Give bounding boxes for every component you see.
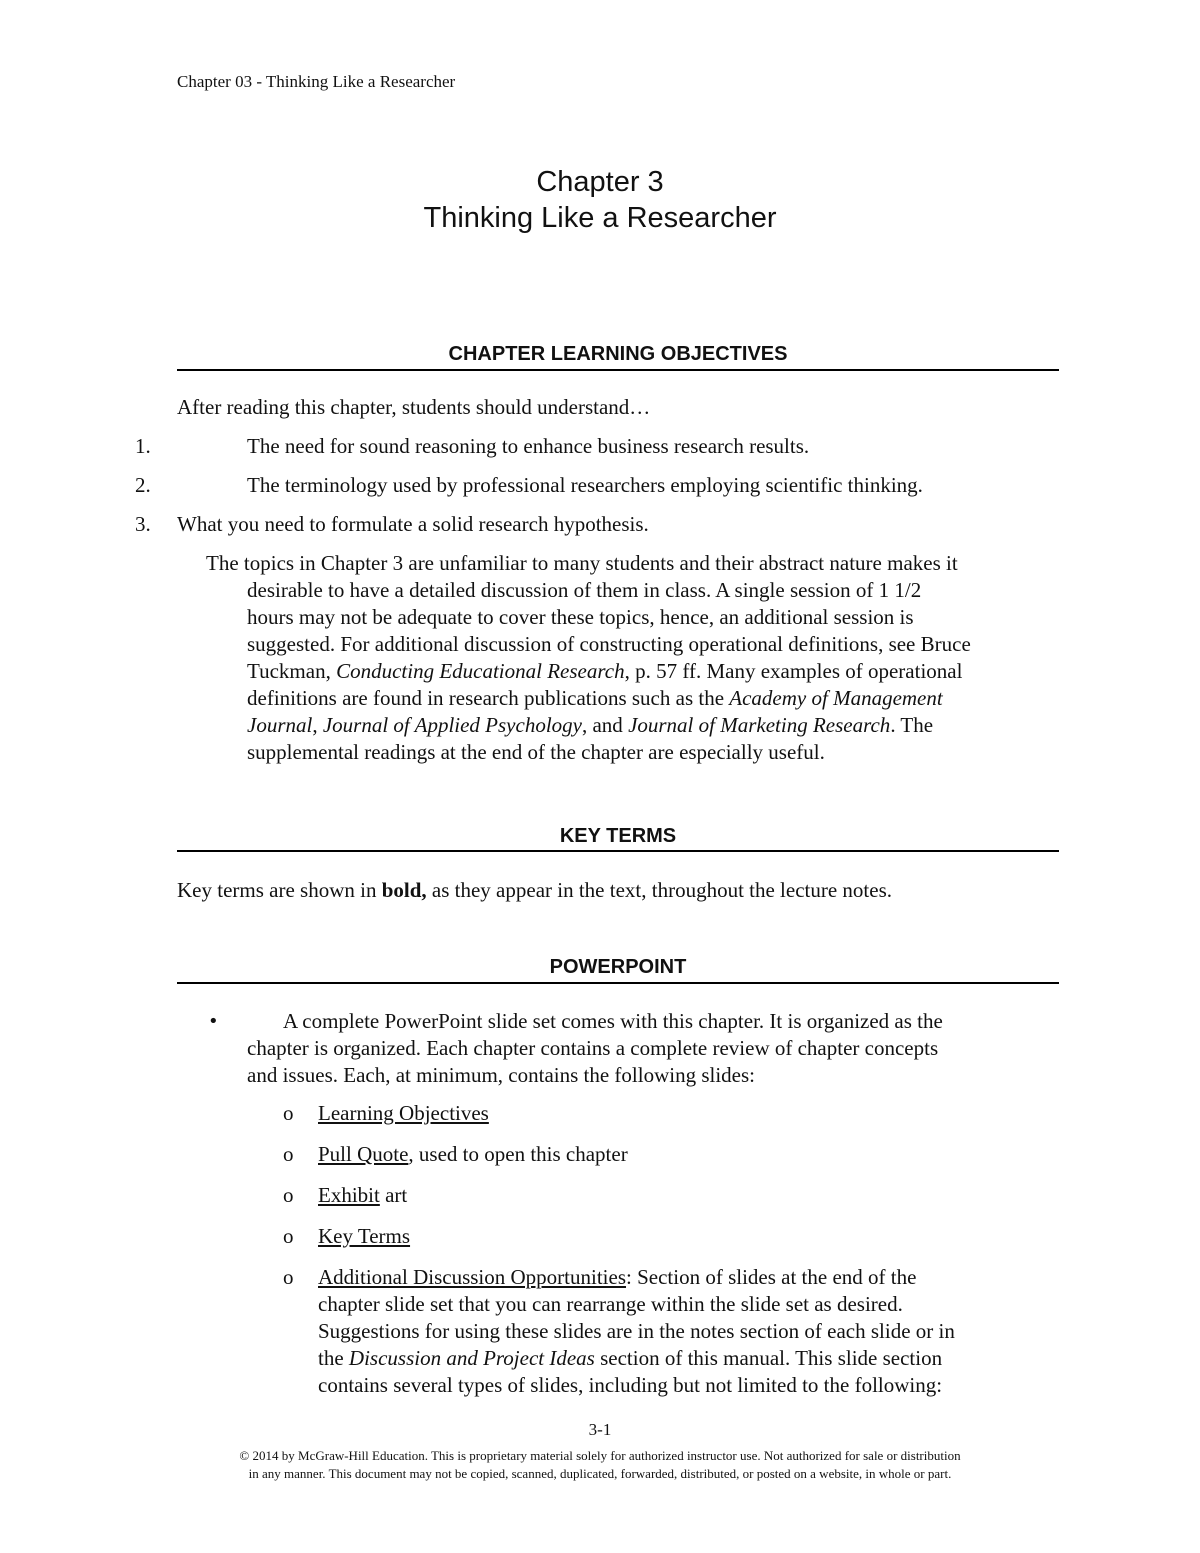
slide-label: Additional Discussion Opportunities xyxy=(318,1265,626,1289)
book-title: Conducting Educational Research xyxy=(336,659,625,683)
sub-bullet-icon: o xyxy=(283,1265,294,1289)
powerpoint-para-line: A complete PowerPoint slide set comes with this chapter. It is organized as the xyxy=(283,1009,943,1033)
objective-number: 3. xyxy=(135,512,151,536)
slide-label: Exhibit xyxy=(318,1183,380,1207)
slide-item-cont: contains several types of slides, including but not limited to the following: xyxy=(318,1373,943,1397)
page-number: 3-1 xyxy=(588,1420,612,1439)
copyright-line: © 2014 by McGraw-Hill Education. This is proprietary material solely for authorized instructor use. Not authorized for sale or distribution xyxy=(239,1448,961,1463)
sub-bullet-icon: o xyxy=(283,1183,294,1207)
slide-item: Exhibit art xyxy=(318,1183,408,1207)
slide-label: Pull Quote xyxy=(318,1142,409,1166)
sub-bullet-icon: o xyxy=(283,1224,294,1248)
note-line: suggested. For additional discussion of constructing operational definitions, see Bruce xyxy=(247,632,971,656)
note-line: desirable to have a detailed discussion of them in class. A single session of 1 1/2 xyxy=(247,578,922,602)
objectives-intro: After reading this chapter, students should understand… xyxy=(177,395,651,419)
powerpoint-rule xyxy=(177,982,1059,984)
slide-label: Learning Objectives xyxy=(318,1101,489,1125)
sub-bullet-icon: o xyxy=(283,1142,294,1166)
chapter-title: Thinking Like a Researcher xyxy=(423,202,777,234)
note-line: Tuckman, Conducting Educational Research, p. 57 ff. Many examples of operational xyxy=(247,659,963,683)
note-line: The topics in Chapter 3 are unfamiliar to many students and their abstract nature makes it xyxy=(206,551,958,575)
slide-item-cont: the Discussion and Project Ideas section of this manual. This slide section xyxy=(318,1346,943,1370)
key-terms-heading: KEY TERMS xyxy=(559,825,677,847)
slide-item xyxy=(318,1100,489,1127)
manual-section-title: Discussion and Project Ideas xyxy=(348,1346,595,1370)
copyright-line: in any manner. This document may not be copied, scanned, duplicated, forwarded, distributed, or posted on a website, in whole or part. xyxy=(248,1466,952,1481)
key-terms-text: Key terms are shown in bold, as they appear in the text, throughout the lecture notes. xyxy=(177,878,893,902)
slide-item xyxy=(318,1223,410,1250)
slide-item-cont: chapter slide set that you can rearrange within the slide set as desired. xyxy=(318,1292,903,1316)
note-line: hours may not be adequate to cover these topics, hence, an additional session is xyxy=(247,605,914,629)
journal-title: Academy of Management xyxy=(729,686,943,710)
objective-number: 1. xyxy=(135,434,151,458)
chapter-number-title: Chapter 3 xyxy=(536,166,664,198)
key-terms-rule xyxy=(177,850,1059,852)
powerpoint-para-line: and issues. Each, at minimum, contains the following slides: xyxy=(247,1063,756,1087)
note-line: Journal, Journal of Applied Psychology, and Journal of Marketing Research. The xyxy=(247,713,934,737)
objectives-rule xyxy=(177,369,1059,371)
slide-item-cont: Suggestions for using these slides are in the notes section of each slide or in xyxy=(318,1319,955,1343)
journal-title: Journal xyxy=(247,713,313,737)
objectives-heading: CHAPTER LEARNING OBJECTIVES xyxy=(448,343,788,365)
note-line: definitions are found in research publications such as the Academy of Management xyxy=(247,686,943,710)
objective-text: What you need to formulate a solid research hypothesis. xyxy=(177,512,649,536)
slide-item: Pull Quote, used to open this chapter xyxy=(318,1142,628,1166)
journal-title: Journal of Applied Psychology xyxy=(322,713,582,737)
objective-text: The need for sound reasoning to enhance business research results. xyxy=(247,434,810,458)
objective-number: 2. xyxy=(135,473,151,497)
slide-label: Key Terms xyxy=(318,1224,411,1248)
objective-text: The terminology used by professional researchers employing scientific thinking. xyxy=(247,473,923,497)
powerpoint-para-line: chapter is organized. Each chapter contains a complete review of chapter concepts xyxy=(247,1036,939,1060)
note-line: supplemental readings at the end of the chapter are especially useful. xyxy=(247,740,825,764)
copyright-notice xyxy=(140,1447,1060,1483)
bullet-icon: • xyxy=(208,1011,219,1032)
powerpoint-heading: POWERPOINT xyxy=(549,956,687,978)
slide-item: Additional Discussion Opportunities: Section of slides at the end of the xyxy=(318,1265,917,1289)
running-head: Chapter 03 - Thinking Like a Researcher xyxy=(177,72,456,91)
sub-bullet-icon: o xyxy=(283,1101,294,1125)
journal-title: Journal of Marketing Research xyxy=(628,713,891,737)
